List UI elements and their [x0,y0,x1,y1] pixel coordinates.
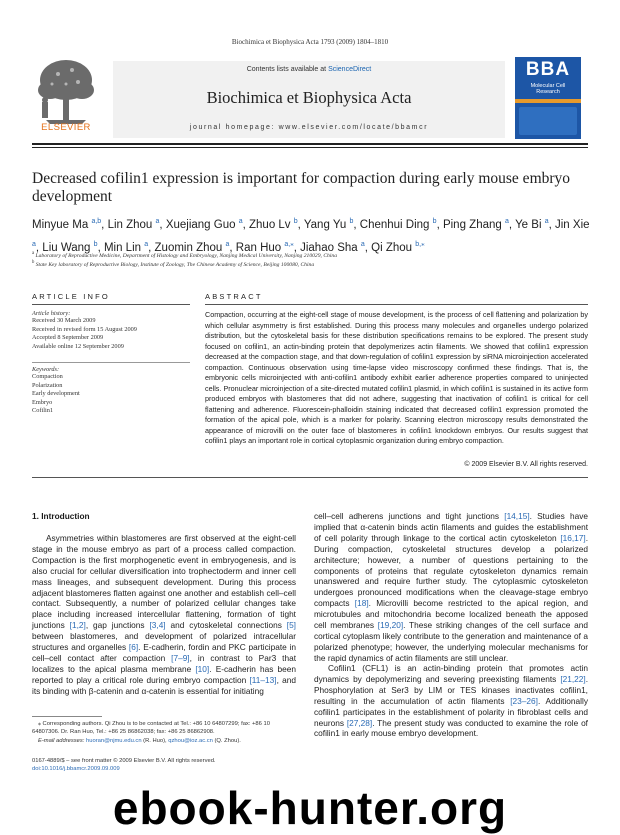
author-affiliation-marker[interactable]: a,⁎ [284,240,294,248]
keywords-rule [32,362,190,363]
author-affiliation-marker[interactable]: a,b [91,218,102,225]
author-name: Jin Xie [555,218,590,231]
body-text: Cofilin1 (CFL1) is an actin-binding protein that promotes actin dynamics by depolymerizing and severing preexisting filaments [314,663,588,684]
keyword: Cofilin1 [32,407,53,414]
citation-link[interactable]: [21,22] [560,673,586,684]
body-text: , gap junctions [85,620,150,631]
body-text: . During compaction, cytoskeletal structures develop a polarized architecture; however, a number of questions pertaining to the components of proteins that regulate cytoskeleton dynamics remain unanswered and require further study. The cytoplasmic cytoskeleton undergoes pronounced modifications when the cleavage-stage embryo compacts [314,532,588,609]
author-list: Minyue Ma $^{a,b}$, Lin Zhou $^a$, Xuejiang Guo $^a$, Zhuo Lv $^b$, Yang Yu $^b$, Chenhui Ding $^b$, Ping Zhang $^a$, Ye Bi $^a$, Jin Xie $^a$, Liu Wang $^b$, Min Lin $^a$, Zuomin Zhou $^a$, Ran Huo $^{a,⁎}$, Jiahao Sha $^a$, Qi Zhou $^{b,⁎}$ [32,218,590,254]
email-owner-zhou: (Q. Zhou). [212,738,241,744]
citation-link[interactable]: [23–26] [510,695,538,706]
keyword: Early development [32,390,80,397]
citation-link[interactable]: [14,15] [504,511,530,521]
author-affiliation-marker[interactable]: a [504,218,509,225]
journal-cover [515,57,581,139]
body-text: . Phosphorylation at Ser3 by LIM or TES kinases inactivates cofilin1, resulting in the accumulation of actin filaments [314,673,588,706]
right-column-paragraph-1 [314,511,588,664]
watermark-text: ebook-hunter.org [112,782,508,834]
affiliation-a [32,251,592,259]
email-link-huo[interactable]: huoran@njmu.edu.cn [86,738,142,744]
running-head: Biochimica et Biophysica Acta 1793 (2009) 1804–1810 [231,38,389,46]
body-text: . Studies have implied that α-catenin binds actin filaments and guides the establishment of cell polarity through linkage to the cortical actin cytoskeleton [314,511,588,543]
issn-line: 0167-4889/$ – see front matter © 2009 Elsevier B.V. All rights reserved. [32,758,216,764]
journal-homepage[interactable]: journal homepage: www.elsevier.com/locate/bbamcr [189,124,429,131]
citation-link[interactable]: [5] [286,620,296,631]
body-text: between blastomeres, and development of polarized intracellular structures and organelles [32,631,296,653]
body-text: . E-cadherin, fordin and PKC participate in cell–cell contact after compaction [32,642,297,663]
author-name: Zhuo Lv [249,218,294,231]
author-name: Liu Wang [42,241,94,254]
affiliation-b [32,260,592,268]
header-rule-top [32,143,588,145]
abstract-bottom-rule [32,477,588,478]
footnote-rule [32,716,102,717]
body-text: . Additionally cofilin1 participates in the establishment of polarity in fibroblast cells and neurons [314,695,588,728]
body-text: . E-cadherin has been reported to play a critical role during embryo compaction [32,663,296,685]
abstract-heading: ABSTRACT [205,292,263,301]
citation-link[interactable]: [1,2] [69,620,86,631]
email-link-zhou[interactable]: qzhou@ioz.ac.cn [168,738,213,744]
author-name: Min Lin [103,241,145,254]
abstract-rule [205,304,588,305]
author-name: Zuomin Zhou [154,241,226,254]
author-affiliation-marker[interactable]: a [360,240,365,248]
body-text: , and its binding with β-catenin and α-catenin is essential for initiating [32,674,296,696]
contents-line [113,66,505,73]
cover-stripe [515,99,581,103]
author-name: Yang Yu [303,218,350,231]
affiliation-b-text: State Key laboratory of Reproductive Biology, Institute of Zoology, The Chinese Academy of Science, Beijing 100080, China [35,261,315,268]
doi-link[interactable]: doi:10.1016/j.bbamcr.2009.09.009 [32,766,120,772]
history-online: Available online 12 September 2009 [32,342,124,350]
sciencedirect-link[interactable]: ScienceDirect [328,66,372,73]
cover-subtitle: Molecular Cell Research [530,83,566,95]
author-name: Xuejiang Guo [165,218,239,231]
citation-link[interactable]: [11–13] [249,674,277,685]
cover-band [519,107,577,135]
abstract-text: Compaction, occurring at the eight-cell stage of mouse development, is the process of cell flattening and polarization by which cellular asymmetry is first established. During this process many molecules and organelles undergo polarized distribution, but the cytoskeletal basis for these distribution specifications remains to be explored. The present study focused on cofilin1, an actin-binding protein that depolymerizes actin filaments. We showed that cofilin1 expression decreased at the compaction stage, and that down-regulation of cofilin1 expression by siRNA microinjection accelerated compaction. Continuous observation using time-lapse video miscroscopy confirmed these findings. That is, the embryonic cells microinjected with anti-cofilin1 antibody exhibit earlier adherence properties compared to uninjected cells. Pronuclear microinjection of a site-directed mutated cofilin1 plasmid, in which cofilin1 is sustained in its active form produced embryos with blastomeres that did not adhere, suggesting that inactivation of cofilin1 is critical for cell flattening and adherence. Fluorescein-phalloidin staining indicated that decreased cofilin1 expression promoted the formation of the apical pole, which is a marker for polarity. Scanning electron microscopy results demonstrated the appearance of microvilli on the outer face of blastomeres in cofilin1 knockdown embryos. Our results suggest that cofilin1 plays an important role in cortical cytoplasmic organization during embryo compaction. [205,310,588,445]
citation-link[interactable]: [19,20] [377,620,404,631]
affiliation-a-text: Laboratory of Reproductive Medicine, Department of Histology and Embryology, Nanjing Medical University, Nanjing 210029, China [35,252,337,259]
author-name: Minyue Ma [32,218,92,231]
body-text: , in contrast to Par3 that localizes to the apical plasma membrane [32,652,297,674]
left-column-paragraph [32,533,296,697]
body-text: . The present study was conducted to examine the role of cofilin1 in early mouse embryo development. [314,717,588,739]
body-text: . These striking changes of the cell surface and cortical cytoplasm likely contribute to the generation and maintenance of a polarized phenotype; however, the underlying molecular mechanisms for the rapid dynamics of actin filaments are still unclear. [314,620,588,663]
introduction-heading: 1. Introduction [32,511,90,521]
author-name: Qi Zhou [371,241,416,254]
history-received: Received 30 March 2009 [32,317,96,324]
author-affiliation-marker[interactable]: b [293,218,298,225]
article-history [32,310,192,351]
keywords-label: Keywords: [32,366,60,373]
author-affiliation-marker[interactable]: a [544,218,549,225]
body-text: . Microvilli become restricted to the apical region, and microtubules and mitochondria become localized beneath the apposed cell membranes [314,598,589,631]
author-name: Lin Zhou [107,218,156,231]
header-rule-bottom [32,147,588,148]
body-text: and cytoskeletal connections [165,620,287,631]
keyword: Embryo [32,398,53,406]
citation-link[interactable]: [10] [195,663,210,674]
keywords-block [32,366,192,416]
elsevier-wordmark: ELSEVIER [41,122,91,133]
author-name: Ping Zhang [442,218,505,231]
author-affiliation-marker[interactable]: a [238,218,243,225]
body-text: Asymmetries within blastomeres are first observed at the eight-cell stage in the mouse embryo as part of a process called compaction. Compaction is the first morphogenetic event in embryogenesis, and is also crucial for cellular diversification into trophectoderm and inner cell mass lineages, and subsequent development. During this process adjacent blastomeres flatten against one another and establish cell–cell contact. Subsequently, a number of polarized cellular changes take place including increased intercellular flattening, formation of tight junctions [32,533,296,631]
history-label: Article history: [32,310,71,317]
body-text: cell–cell adherens junctions and tight junctions [314,511,505,521]
author-affiliation-marker[interactable]: a [155,218,160,225]
email-label: E-mail addresses: [38,738,85,744]
right-column-paragraph-2 [314,663,588,739]
cover-title: BBA [525,59,571,80]
author-affiliation-marker[interactable]: b [349,218,354,225]
citation-link[interactable]: [27,28] [346,717,373,728]
abstract-copyright: © 2009 Elsevier B.V. All rights reserved. [464,461,588,468]
article-title: Decreased cofilin1 expression is important for compaction during early mouse embryo development [32,170,571,205]
author-affiliation-marker[interactable]: b,⁎ [415,240,425,248]
author-affiliation-marker[interactable]: a [32,240,36,248]
corresponding-author-note: ⁎ Corresponding authors. Qi Zhou is to be contacted at Tel.: +86 10 64807299; fax: +86 10 64807306. Dr. Ran Huo, Tel.: +86 25 86862038; fax: +86 25 86862908. [32,721,270,735]
keyword: Compaction [32,373,63,380]
article-info-rule [32,304,190,305]
history-accepted: Accepted 8 September 2009 [32,334,104,341]
author-affiliation-marker[interactable]: a [225,240,230,248]
author-affiliation-marker[interactable]: b [93,240,98,248]
author-name: Ye Bi [515,218,545,231]
history-revised: Received in revised form 15 August 2009 [32,325,137,333]
email-owner-huo: (R. Huo), [141,738,169,744]
citation-link[interactable]: [3,4] [149,620,166,631]
author-name: Chenhui Ding [359,218,433,231]
keyword: Polarization [32,381,63,389]
citation-link[interactable]: [18] [354,598,369,609]
citation-link[interactable]: [6] [128,642,139,653]
citation-link[interactable]: [7–9] [171,652,190,663]
author-name: Ran Huo [235,241,285,254]
author-name: Jiahao Sha [300,241,361,254]
affiliation-a-key: a [32,251,35,256]
contents-prefix: Contents lists available at [246,66,329,73]
author-affiliation-marker[interactable]: b [432,218,437,225]
author-affiliation-marker[interactable]: a [144,240,149,248]
article-info-heading: ARTICLE INFO [32,292,110,301]
journal-title: Biochimica et Biophysica Acta [206,88,412,107]
citation-link[interactable]: [16,17] [560,532,586,543]
email-note [32,737,296,745]
affiliation-b-key: b [32,260,35,265]
